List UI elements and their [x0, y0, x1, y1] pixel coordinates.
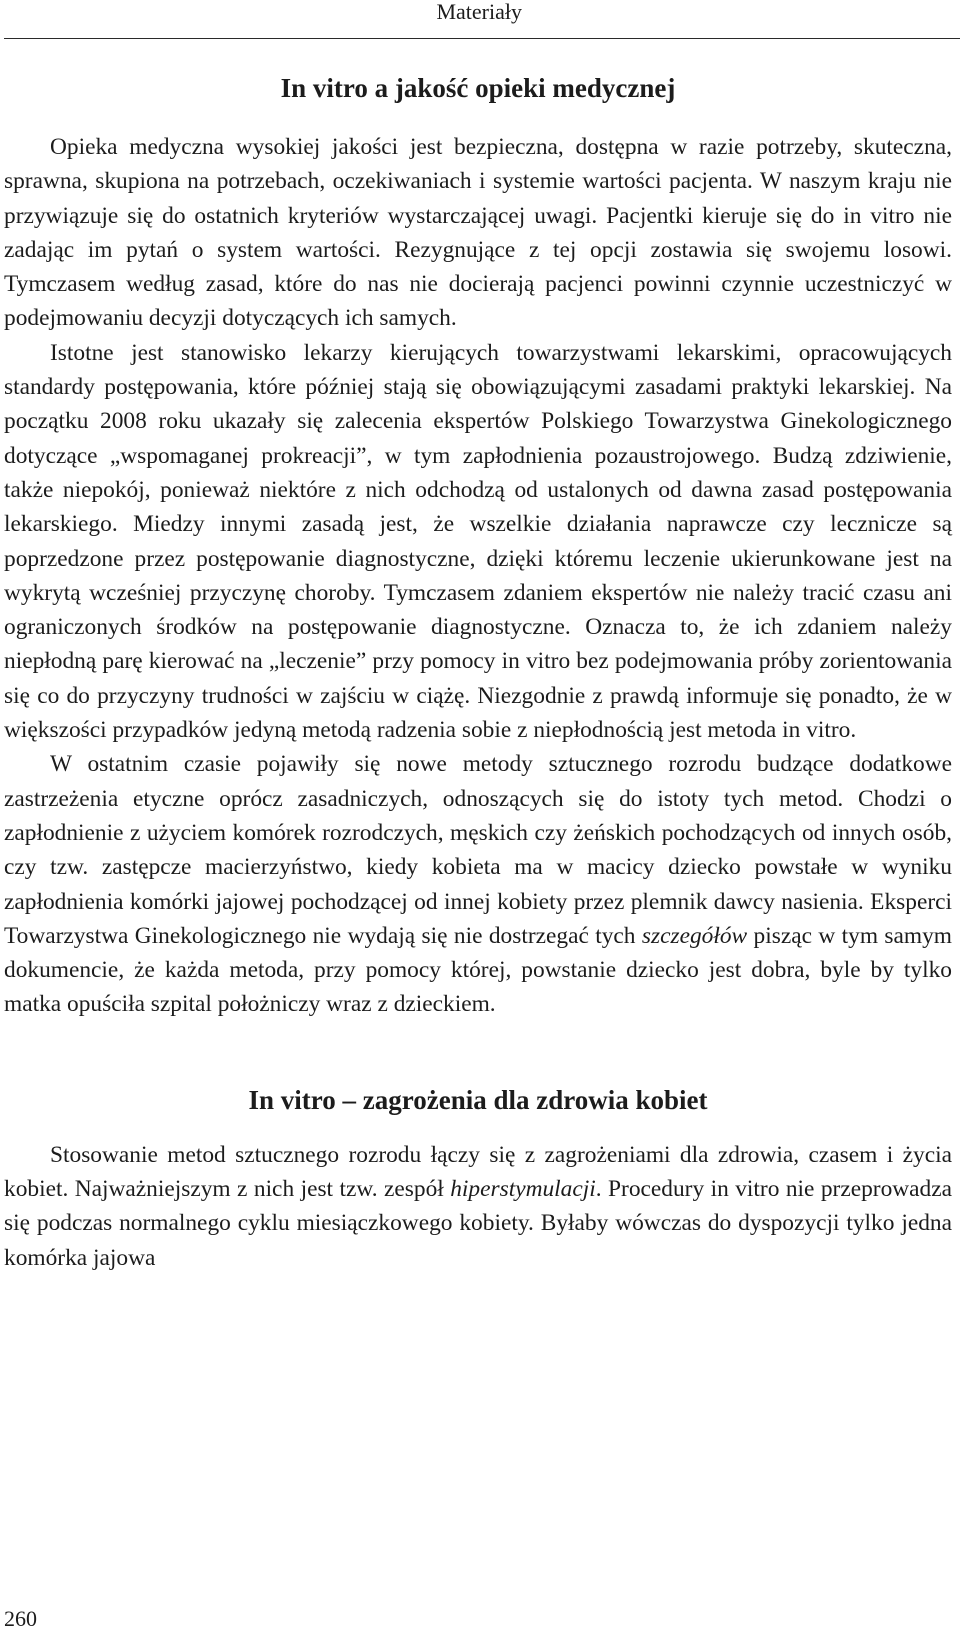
- running-head: [0, 0, 960, 24]
- section-quality-of-care: [4, 70, 952, 1022]
- paragraph: [4, 747, 952, 1021]
- paragraph-text: Stosowanie metod sztucznego rozrodu łączy się z zagrożeniami dla zdrowia, czasem i życia kobiet. Najważniejszym z nich jest tzw. zespół: [4, 1141, 952, 1203]
- paragraph-text: . Procedury in vitro nie przeprowadza się podczas normalnego cyklu miesiączkowego kobiety. Byłaby wówczas do dyspozycji tylko jedna komórka jajowa: [4, 1176, 952, 1271]
- paragraph-text: pisząc w tym samym dokumencie, że każda metoda, przy pomocy której, powstanie dziecko jest dobra, byle by tylko matka opuściła szpital położniczy wraz z dzieckiem.: [4, 922, 952, 1018]
- page-number: 260: [4, 1606, 37, 1631]
- page-body: [4, 66, 952, 1275]
- paragraph: Istotne jest stanowisko lekarzy kierujących towarzystwami lekarskimi, opracowujących standardy postępowania, które później stają się obowiązującymi zasadami praktyki lekarskiej. Na początku 2008 roku ukazały się zalecenia ekspertów Polskiego Towarzystwa Ginekologicznego dotyczące „wspomaganej prokreacji”, w tym zapłodnienia pozaustrojowego. Budzą zdziwienie, także niepokój, ponieważ niektóre z nich odchodzą od ustalonych od dawna zasad postępowania lekarskiego. Miedzy innymi zasadą jest, że wszelkie działania naprawcze czy lecznicze są poprzedzone przez postępowanie diagnostyczne, dzięki któremu leczenie ukierunkowane jest na wykrytą wcześniej przyczynę choroby. Tymczasem zdaniem ekspertów nie należy tracić czasu ani ograniczonych środków na postępowanie diagnostyczne. Oznacza to, że ich zdaniem należy niepłodną parę kierować na „leczenie” przy pomocy in vitro bez podejmowania próby zorientowania się co do przyczyny trudności w zajściu w ciążę. Niezgodnie z prawdą informuje się ponadto, że w większości przypadków jedyną metodą radzenia sobie z niepłodnością jest metoda in vitro.: [4, 339, 952, 744]
- header-rule: [4, 38, 960, 39]
- section-title: In vitro – zagrożenia dla zdrowia kobiet: [248, 1084, 708, 1115]
- paragraph: [4, 1138, 952, 1275]
- paragraph: Opieka medyczna wysokiej jakości jest bezpieczna, dostępna w razie potrzeby, skuteczna, sprawna, skupiona na potrzebach, oczekiwaniach i systemie wartości pacjenta. W naszym kraju nie przywiązuje się do ostatnich kryteriów wystarczającej uwagi. Pacjentki kieruje się do in vitro nie zadając im pytań o system wartości. Rezygnujące z tej opcji zostawia się swojemu losowi. Tymczasem według zasad, które do nas nie docierają pacjenci powinni czynnie uczestniczyć w podejmowaniu decyzji dotyczących ich samych.: [4, 134, 952, 332]
- section-health-risks: [4, 1082, 952, 1275]
- emphasis-text: hiperstymulacji: [450, 1176, 596, 1203]
- section-title: In vitro a jakość opieki medycznej: [280, 73, 676, 103]
- emphasis-text: szczegółów: [641, 922, 748, 949]
- paragraph-text: W ostatnim czasie pojawiły się nowe metody sztucznego rozrodu budzące dodatkowe zastrzeżenia etyczne oprócz zasadniczych, odnoszących się do istoty tych metod. Chodzi o zapłodnienie z użyciem komórek rozrodczych, męskich czy żeńskich pochodzących od innych osób, czy tzw. zastępcze macierzyństwo, kiedy kobieta ma w macicy dziecko powstałe w wyniku zapłodnienia komórki jajowej pochodzącej od innej kobiety przez plemnik dawcy nasienia. Eksperci Towarzystwa Ginekologicznego nie wydają się nie dostrzegać tych: [4, 751, 952, 949]
- running-head-text: Materiały: [436, 0, 522, 24]
